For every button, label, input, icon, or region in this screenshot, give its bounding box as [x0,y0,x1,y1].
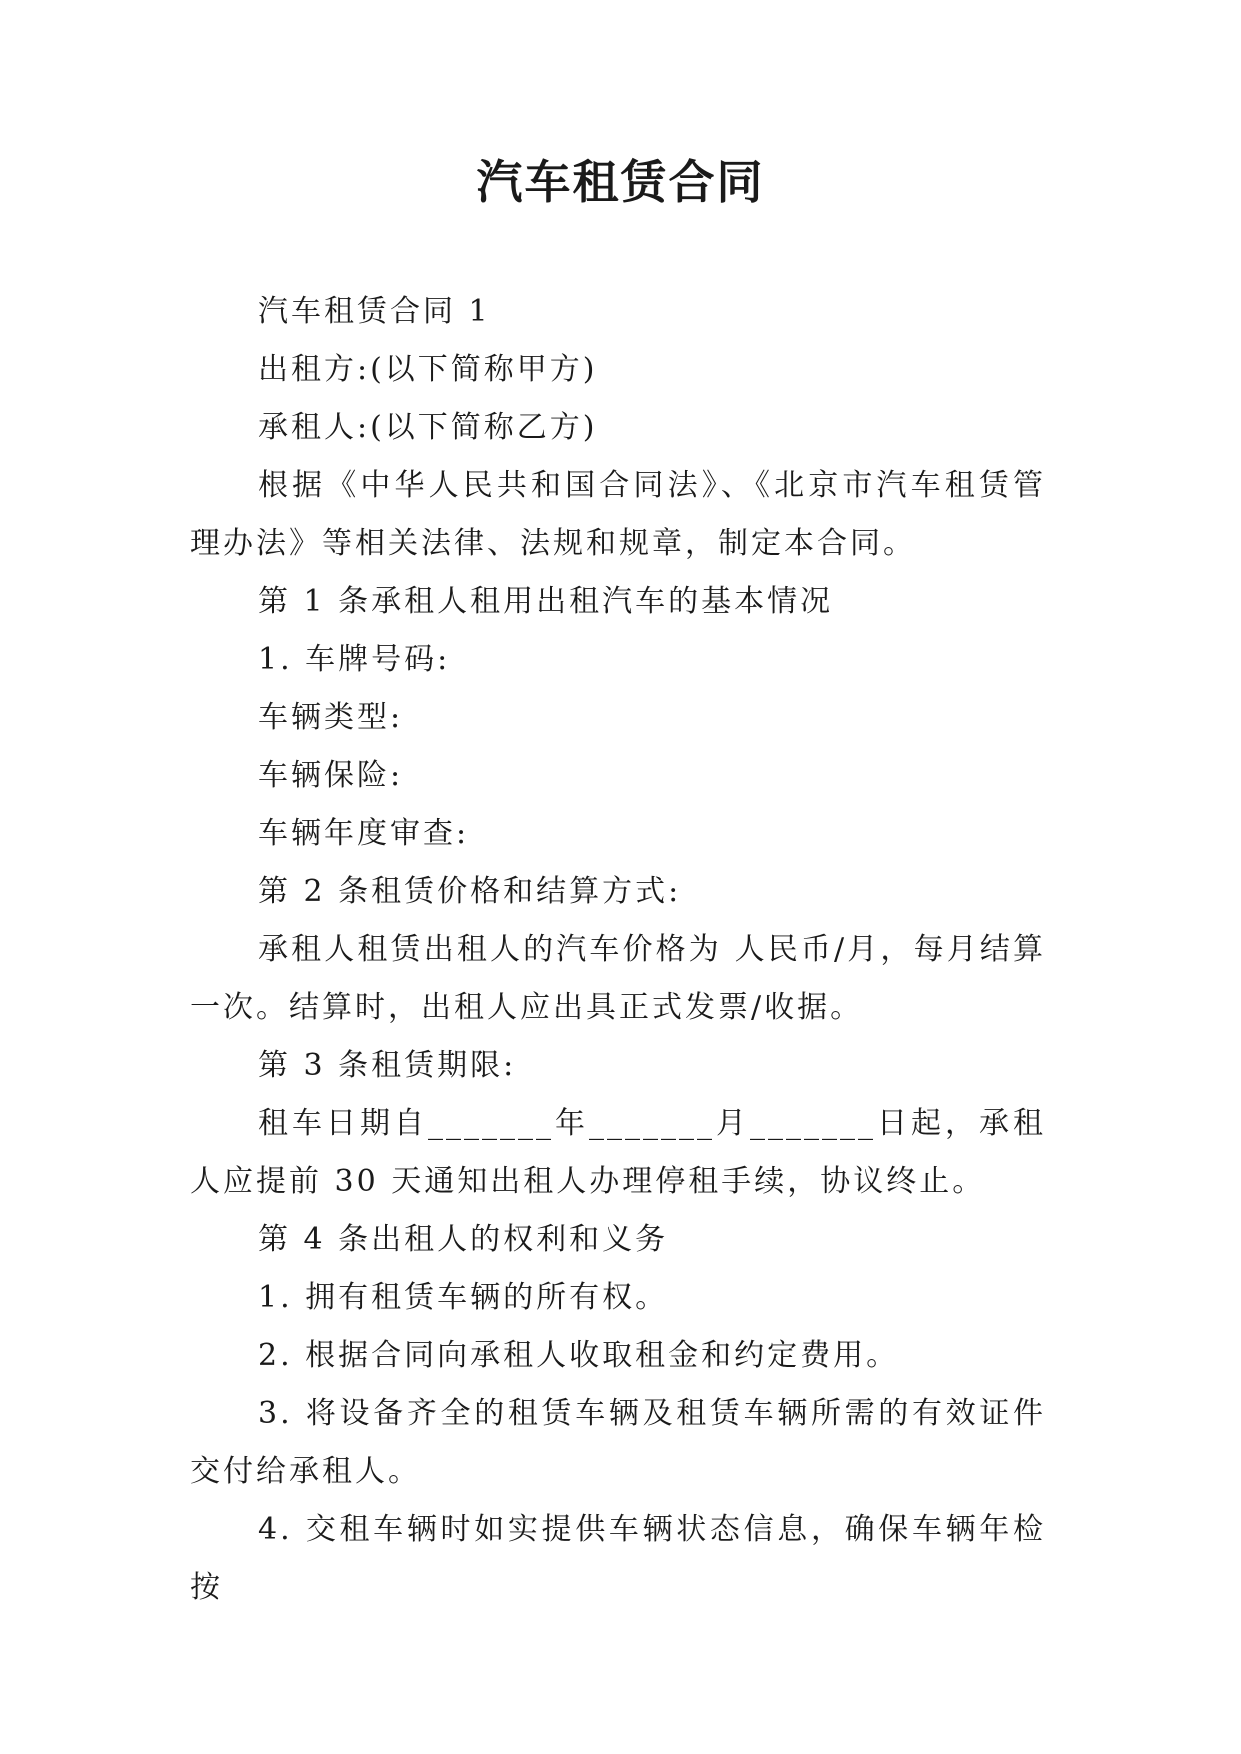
paragraph-vehicle-insurance: 车辆保险: [258,758,404,793]
paragraph-collect-rent: 2. 根据合同向承租人收取租金和约定费用。 [258,1338,900,1373]
paragraph-rental-period: 租车日期自_______年_______月_______日起，承租人应提前 30 天通知出租人办理停租手续，协议终止。 [190,1106,1046,1199]
clause-4-heading: 第 4 条出租人的权利和义务 [258,1222,669,1257]
paragraph-lessee: 承租人:(以下简称乙方) [258,410,598,445]
paragraph-contract-number: 汽车租赁合同 1 [258,294,491,329]
clause-1-heading: 第 1 条承租人租用出租汽车的基本情况 [258,584,834,619]
paragraph-deliver-vehicle: 3. 将设备齐全的租赁车辆及租赁车辆所需的有效证件交付给承租人。 [190,1396,1046,1489]
document-title: 汽车租赁合同 [476,155,765,209]
paragraph-plate-number: 1. 车牌号码: [258,642,451,677]
clause-2-heading: 第 2 条租赁价格和结算方式: [258,874,682,909]
clause-3-heading: 第 3 条租赁期限: [258,1048,517,1083]
paragraph-ownership: 1. 拥有租赁车辆的所有权。 [258,1280,669,1315]
paragraph-vehicle-type: 车辆类型: [258,700,404,735]
paragraph-price-settlement: 承租人租赁出租人的汽车价格为 人民币/月，每月结算一次。结算时，出租人应出具正式发票/收据。 [190,932,1046,1025]
paragraph-vehicle-status: 4. 交租车辆时如实提供车辆状态信息，确保车辆年检按 [190,1512,1046,1605]
paragraph-legal-basis: 根据《中华人民共和国合同法》、《北京市汽车租赁管理办法》等相关法律、法规和规章，制定本合同。 [190,468,1046,561]
paragraph-annual-inspection: 车辆年度审查: [258,816,470,851]
paragraph-lessor: 出租方:(以下简称甲方) [258,352,598,387]
document-body [190,283,1046,1617]
